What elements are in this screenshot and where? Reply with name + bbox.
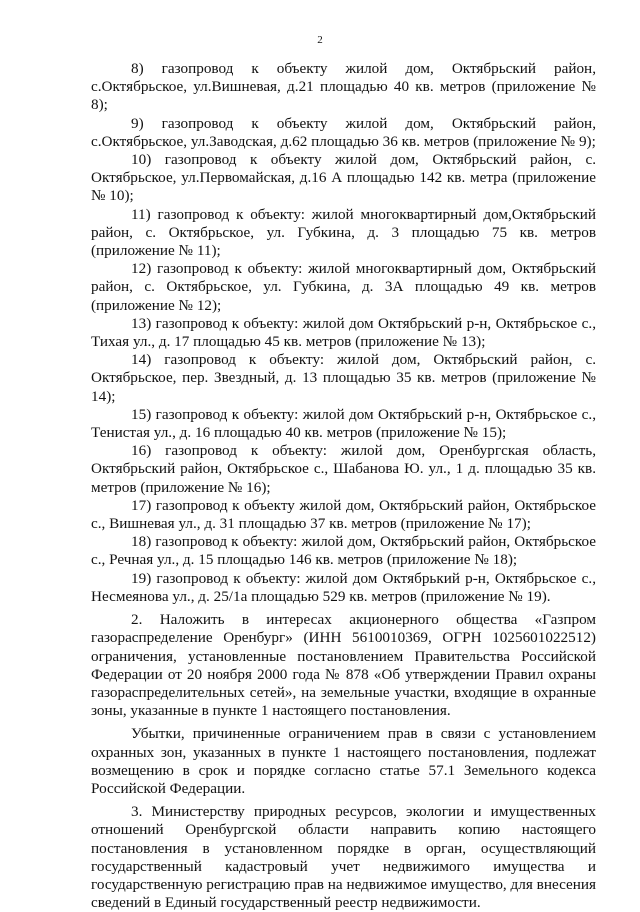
list-item-10: 10) газопровод к объекту жилой дом, Октябрьский район, с. Октябрьское, ул.Первомайская, д.16 А площадью 142 кв. метра (приложение № 10); <box>91 151 596 205</box>
list-item-17: 17) газопровод к объекту жилой дом, Октябрьский район, Октябрьское с., Вишневая ул., д. 31 площадью 37 кв. метров (приложение № 17); <box>91 496 596 533</box>
page-number: 2 <box>317 34 323 46</box>
list-item-16: 16) газопровод к объекту: жилой дом, Оренбургская область, Октябрьский район, Октябрьское с., Шабанова Ю. ул., 1 д. площадью 35 кв. метров (приложение № 16); <box>91 442 596 496</box>
list-item-19: 19) газопровод к объекту: жилой дом Октябрький р-н, Октябрьское с., Несмеянова ул., д. 25/1а площадью 529 кв. метров (приложение № 19). <box>91 569 596 605</box>
list-item-9: 9) газопровод к объекту жилой дом, Октябрьский район, с.Октябрьское, ул.Заводская, д.62 площадью 36 кв. метров (приложение № 9); <box>91 114 596 150</box>
paragraph-2: 2. Наложить в интересах акционерного общества «Газпром газораспределение Оренбург» (ИНН 5610010369, ОГРН 1025601022512) ограничения, установленные постановлением Правительства Российской Федерации от 20 ноября 2000 года № 878 «Об утверждении Правил охраны газораспределительных сетей», на земельные участки, входящие в охранные зоны, указанные в пункте 1 настоящего постановления. <box>91 611 596 720</box>
list-item-8: 8) газопровод к объекту жилой дом, Октябрьский район, с.Октябрьское, ул.Вишневая, д.21 площадью 40 кв. метров (приложение № 8); <box>91 60 596 114</box>
list-item-18: 18) газопровод к объекту: жилой дом, Октябрьский район, Октябрьское с., Речная ул., д. 15 площадью 146 кв. метров (приложение № 18); <box>91 533 596 569</box>
list-item-13: 13) газопровод к объекту: жилой дом Октябрьский р-н, Октябрьское с., Тихая ул., д. 17 площадью 45 кв. метров (приложение № 13); <box>91 314 596 351</box>
list-item-15: 15) газопровод к объекту: жилой дом Октябрьский р-н, Октябрьское с., Тенистая ул., д. 16 площадью 40 кв. метров (приложение № 15); <box>91 405 596 442</box>
paragraph-losses: Убытки, причиненные ограничением прав в связи с установлением охранных зон, указанных в пункте 1 настоящего постановления, подлежат возмещению в срок и порядке согласно статье 57.1 Земельного кодекса Российской Федерации. <box>91 725 596 797</box>
paragraph-3: 3. Министерству природных ресурсов, экологии и имущественных отношений Оренбургской области направить копию настоящего постановления в установленном порядке в орган, осуществляющий государственный кадастровый учет недвижимого имущества и государственную регистрацию прав на недвижимое имущество, для внесения сведений в Единый государственный реестр недвижимости. <box>91 803 596 912</box>
document-body <box>91 60 596 912</box>
list-item-11: 11) газопровод к объекту: жилой многоквартирный дом,Октябрьский район, с. Октябрьское, ул. Губкина, д. 3 площадью 75 кв. метров (приложение № 11); <box>91 205 596 260</box>
list-item-12: 12) газопровод к объекту: жилой многоквартирный дом, Октябрьский район, с. Октябрьское, ул. Губкина, д. 3А площадью 49 кв. метров (приложение № 12); <box>91 260 596 314</box>
list-item-14: 14) газопровод к объекту: жилой дом, Октябрьский район, с. Октябрьское, пер. Звездный, д. 13 площадью 35 кв. метров (приложение № 14); <box>91 351 596 405</box>
